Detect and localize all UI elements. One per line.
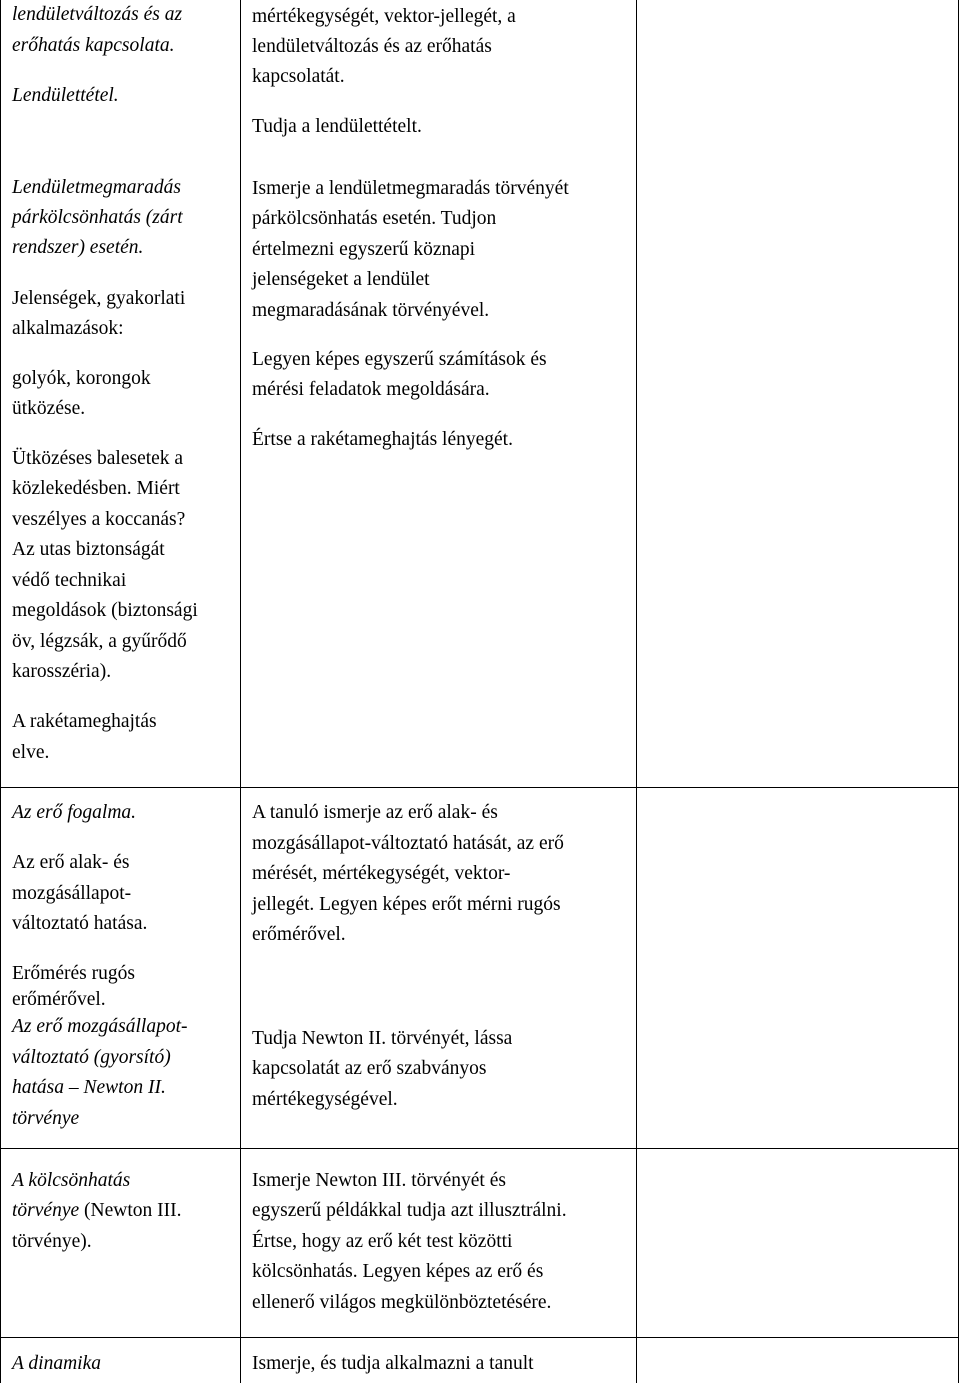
topic-line: rendszer) esetén. xyxy=(12,237,144,258)
column-divider-2 xyxy=(636,0,637,1383)
topic-line: védő technikai xyxy=(12,570,127,591)
topic-line: Lendületmegmaradás xyxy=(12,177,181,198)
topic-line: alkalmazások: xyxy=(12,318,124,339)
requirement-line: mérési feladatok megoldására. xyxy=(252,379,490,400)
topic-line: A kölcsönhatás xyxy=(12,1170,131,1191)
topic-line: öv, légzsák, a gyűrődő xyxy=(12,631,187,652)
table-border-left xyxy=(0,0,1,1383)
topic-line xyxy=(12,1196,181,1227)
topic-line: Jelenségek, gyakorlati xyxy=(12,288,186,309)
topic-line: Lendülettétel. xyxy=(12,85,119,106)
topic-line: Ütközéses balesetek a xyxy=(12,448,184,469)
topic-line: veszélyes a koccanás? xyxy=(12,509,186,530)
requirement-line: Legyen képes egyszerű számítások és xyxy=(252,349,547,370)
column-divider-1 xyxy=(240,0,241,1383)
requirement-line: kapcsolatát. xyxy=(252,66,345,87)
topic-line: megoldások (biztonsági xyxy=(12,600,198,621)
topic-line: párkölcsönhatás (zárt xyxy=(12,207,183,228)
topic-line: hatása – Newton II. xyxy=(12,1077,166,1098)
requirement-line: kapcsolatát az erő szabványos xyxy=(252,1058,487,1079)
row-divider-1 xyxy=(0,787,959,788)
requirement-line: Tudja a lendülettételt. xyxy=(252,116,422,137)
requirement-line: erőmérővel. xyxy=(252,924,346,945)
topic-plain-part: (Newton III. xyxy=(79,1200,182,1221)
topic-line: A dinamika xyxy=(12,1353,102,1374)
topic-line: változtató hatása. xyxy=(12,913,148,934)
requirement-line: Ismerje, és tudja alkalmazni a tanult xyxy=(252,1353,534,1374)
requirement-line: egyszerű példákkal tudja azt illusztrálni. xyxy=(252,1200,567,1221)
requirement-line: Ismerje a lendületmegmaradás törvényét xyxy=(252,178,569,199)
requirement-line: lendületváltozás és az erőhatás xyxy=(252,36,492,57)
requirement-line: mértékegységét, vektor-jellegét, a xyxy=(252,6,516,27)
requirement-line: mértékegységével. xyxy=(252,1089,398,1110)
topic-line: lendületváltozás és az xyxy=(12,4,183,25)
requirement-line: kölcsönhatás. Legyen képes az erő és xyxy=(252,1261,544,1282)
topic-line: erőmérővel. xyxy=(12,989,106,1010)
topic-line: Az erő fogalma. xyxy=(12,802,137,823)
requirement-line: jelenségeket a lendület xyxy=(252,269,430,290)
topic-line: golyók, korongok xyxy=(12,368,151,389)
requirement-line: Tudja Newton II. törvényét, lássa xyxy=(252,1028,513,1049)
topic-line: Az erő mozgásállapot- xyxy=(12,1016,188,1037)
topic-line: változtató (gyorsító) xyxy=(12,1047,171,1068)
topic-line: elve. xyxy=(12,742,50,763)
requirement-line: megmaradásának törvényével. xyxy=(252,300,490,321)
requirement-line: mozgásállapot-változtató hatását, az erő xyxy=(252,833,564,854)
requirement-line: értelmezni egyszerű köznapi xyxy=(252,239,476,260)
topic-line: Az utas biztonságát xyxy=(12,539,165,560)
topic-line: erőhatás kapcsolata. xyxy=(12,35,175,56)
topic-line: A rakétameghajtás xyxy=(12,711,157,732)
topic-line: törvénye). xyxy=(12,1231,92,1252)
table-border-right xyxy=(958,0,959,1383)
topic-line: mozgásállapot- xyxy=(12,883,132,904)
topic-line: Az erő alak- és xyxy=(12,852,130,873)
requirement-line: ellenerő világos megkülönböztetésére. xyxy=(252,1292,552,1313)
requirement-line: jellegét. Legyen képes erőt mérni rugós xyxy=(252,894,561,915)
requirement-line: Értse, hogy az erő két test közötti xyxy=(252,1231,513,1252)
topic-italic-part: törvénye xyxy=(12,1200,80,1221)
requirement-line: Értse a rakétameghajtás lényegét. xyxy=(252,429,513,450)
requirement-line: A tanuló ismerje az erő alak- és xyxy=(252,802,498,823)
topic-line: ütközése. xyxy=(12,398,86,419)
row-divider-2 xyxy=(0,1148,959,1149)
topic-line: törvénye xyxy=(12,1108,80,1129)
requirement-line: mérését, mértékegységét, vektor- xyxy=(252,863,511,884)
row-divider-3 xyxy=(0,1337,959,1338)
topic-line: Erőmérés rugós xyxy=(12,963,135,984)
requirement-line: párkölcsönhatás esetén. Tudjon xyxy=(252,208,497,229)
requirement-line: Ismerje Newton III. törvényét és xyxy=(252,1170,506,1191)
topic-line: közlekedésben. Miért xyxy=(12,478,180,499)
topic-line: karosszéria). xyxy=(12,661,112,682)
